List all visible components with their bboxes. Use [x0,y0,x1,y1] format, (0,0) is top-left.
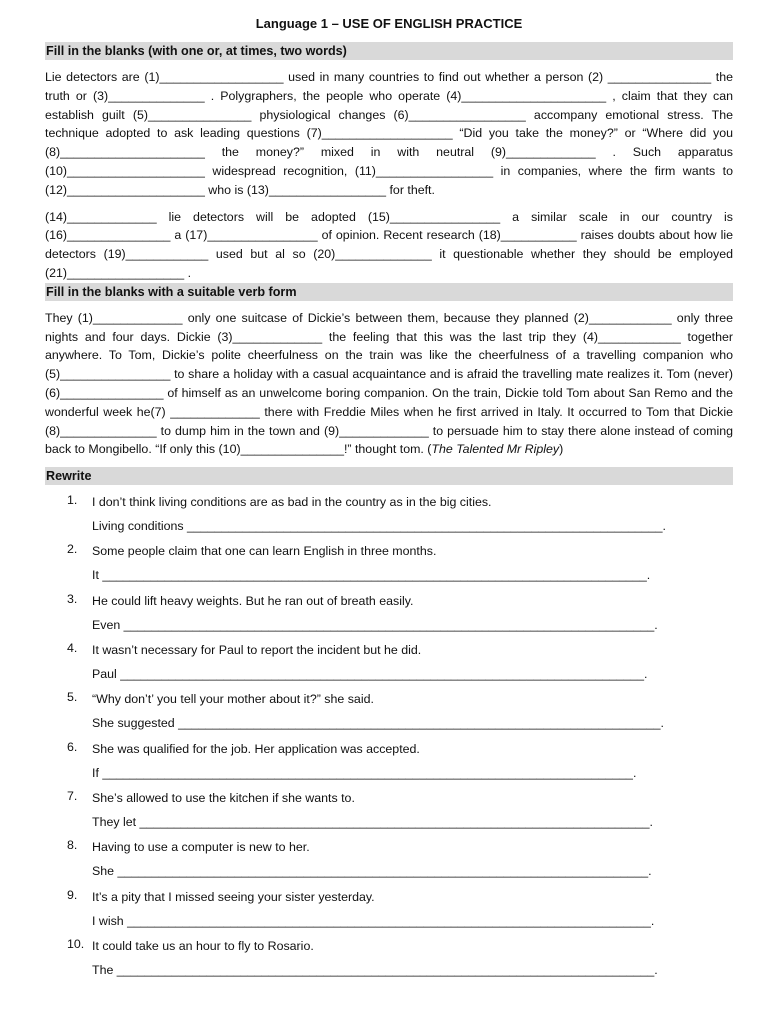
list-item [45,493,733,542]
list-item [45,542,733,591]
paragraph-ripley-close: ) [559,442,564,457]
paragraph-ripley [45,309,733,459]
item-number: 4. [67,641,78,656]
list-item [45,838,733,887]
item-answer-line: Even _____________________________________________________________________________. [92,617,658,632]
list-item [45,690,733,739]
item-question: It’s a pity that I missed seeing your sister yesterday. [92,889,375,904]
section-heading-label: Fill in the blanks (with one or, at times, two words) [46,44,347,58]
item-question: It could take us an hour to fly to Rosario. [92,938,314,953]
item-answer-line: She suggested ______________________________________________________________________. [92,716,664,731]
item-number: 1. [67,493,78,508]
list-item [45,789,733,838]
item-answer-line: They let __________________________________________________________________________. [92,814,653,829]
item-number: 10. [67,936,85,951]
item-question: He could lift heavy weights. But he ran out of breath easily. [92,593,414,608]
section-heading-label: Fill in the blanks with a suitable verb form [46,284,297,299]
item-number: 2. [67,542,78,557]
item-question: “Why don’t’ you tell your mother about it?” she said. [92,692,374,707]
item-number: 3. [67,591,78,606]
item-question: She’s allowed to use the kitchen if she wants to. [92,790,355,805]
item-answer-line: If _____________________________________________________________________________. [92,765,637,780]
list-item [45,641,733,690]
paragraph-ripley-text: They (1)_____________ only one suitcase of Dickie’s between them, because they planned (2)____________ only three nights and four days. Dickie (3)_____________ the feeling that this was the last trip they (4)____________ together anywhere. To Tom, Dickie’s polite cheerfulness on the train was like the cheerfulness of a travelling companion who (5)________________ to share a holiday with a casual acquaintance and is afraid the travelling mate realizes it. Tom (never) (6)_______________ of himself as an unwelcome boring companion. On the train, Dickie told Tom about San Remo and the wonderful week he(7) _____________ there with Freddie Miles when he first arrived in Italy. It occurred to Tom that Dickie (8)______________ to dump him in the town and (9)_____________ to persuade him to stay there alone instead of coming back to Mongibello. “If only this (10)_______________!” thought tom. ( [45,310,733,457]
item-number: 8. [67,838,78,853]
list-item [45,592,733,641]
section-heading-verb-form [45,283,733,301]
item-number: 9. [67,887,78,902]
book-title: The Talented Mr Ripley [431,442,560,457]
list-item [45,888,733,937]
item-answer-line: She _____________________________________________________________________________. [92,864,652,879]
worksheet-page [45,14,733,986]
section-heading-fill-blanks [45,42,733,60]
item-question: Having to use a computer is new to her. [92,840,310,855]
item-question: She was qualified for the job. Her application was accepted. [92,741,420,756]
paragraph-lie-detectors-2: (14)_____________ lie detectors will be adopted (15)________________ a similar scale in our country is (16)_______________ a (17)________________ of opinion. Recent research (18)___________ raises doubts about how lie detectors (19)____________ used but al so (20)______________ it questionable whether they should be employed (21)_________________ . [45,209,733,280]
item-number: 7. [67,788,78,803]
paragraph-lie-detectors-1: Lie detectors are (1)__________________ used in many countries to find out whether a person (2) _______________ the truth or (3)______________ . Polygraphers, the people who operate (4)_____________________ , claim that they can establish guilt (5)_______________ physiological changes (6)_________________ accompany emotional stress. The technique adopted to ask leading questions (7)___________________ “Did you take the money?” or “Where did you (8)_____________________ the money?” mixed in with neutral (9)_____________ . Such apparatus (10)____________________ widespread recognition, (11)_________________ in companies, where the firm wants to (12)____________________ who is (13)_________________ for theft. [45,70,733,197]
section-heading-rewrite [45,467,733,485]
page-title: Language 1 – USE OF ENGLISH PRACTICE [255,16,523,31]
section-heading-label: Rewrite [46,469,92,484]
item-question: I don’t think living conditions are as bad in the country as in the big cities. [92,495,492,510]
item-question: It wasn’t necessary for Paul to report the incident but he did. [92,643,422,658]
item-answer-line: Paul ____________________________________________________________________________. [92,667,648,682]
item-question: Some people claim that one can learn English in three months. [92,544,437,559]
item-answer-line: The ______________________________________________________________________________. [92,962,658,977]
list-item [45,740,733,789]
item-answer-line: It _______________________________________________________________________________. [92,568,651,583]
item-number: 6. [67,739,78,754]
rewrite-list [45,493,733,986]
item-answer-line: Living conditions _____________________________________________________________________. [92,519,666,534]
list-item [45,937,733,986]
item-answer-line: I wish ____________________________________________________________________________. [92,913,655,928]
item-number: 5. [67,690,78,705]
